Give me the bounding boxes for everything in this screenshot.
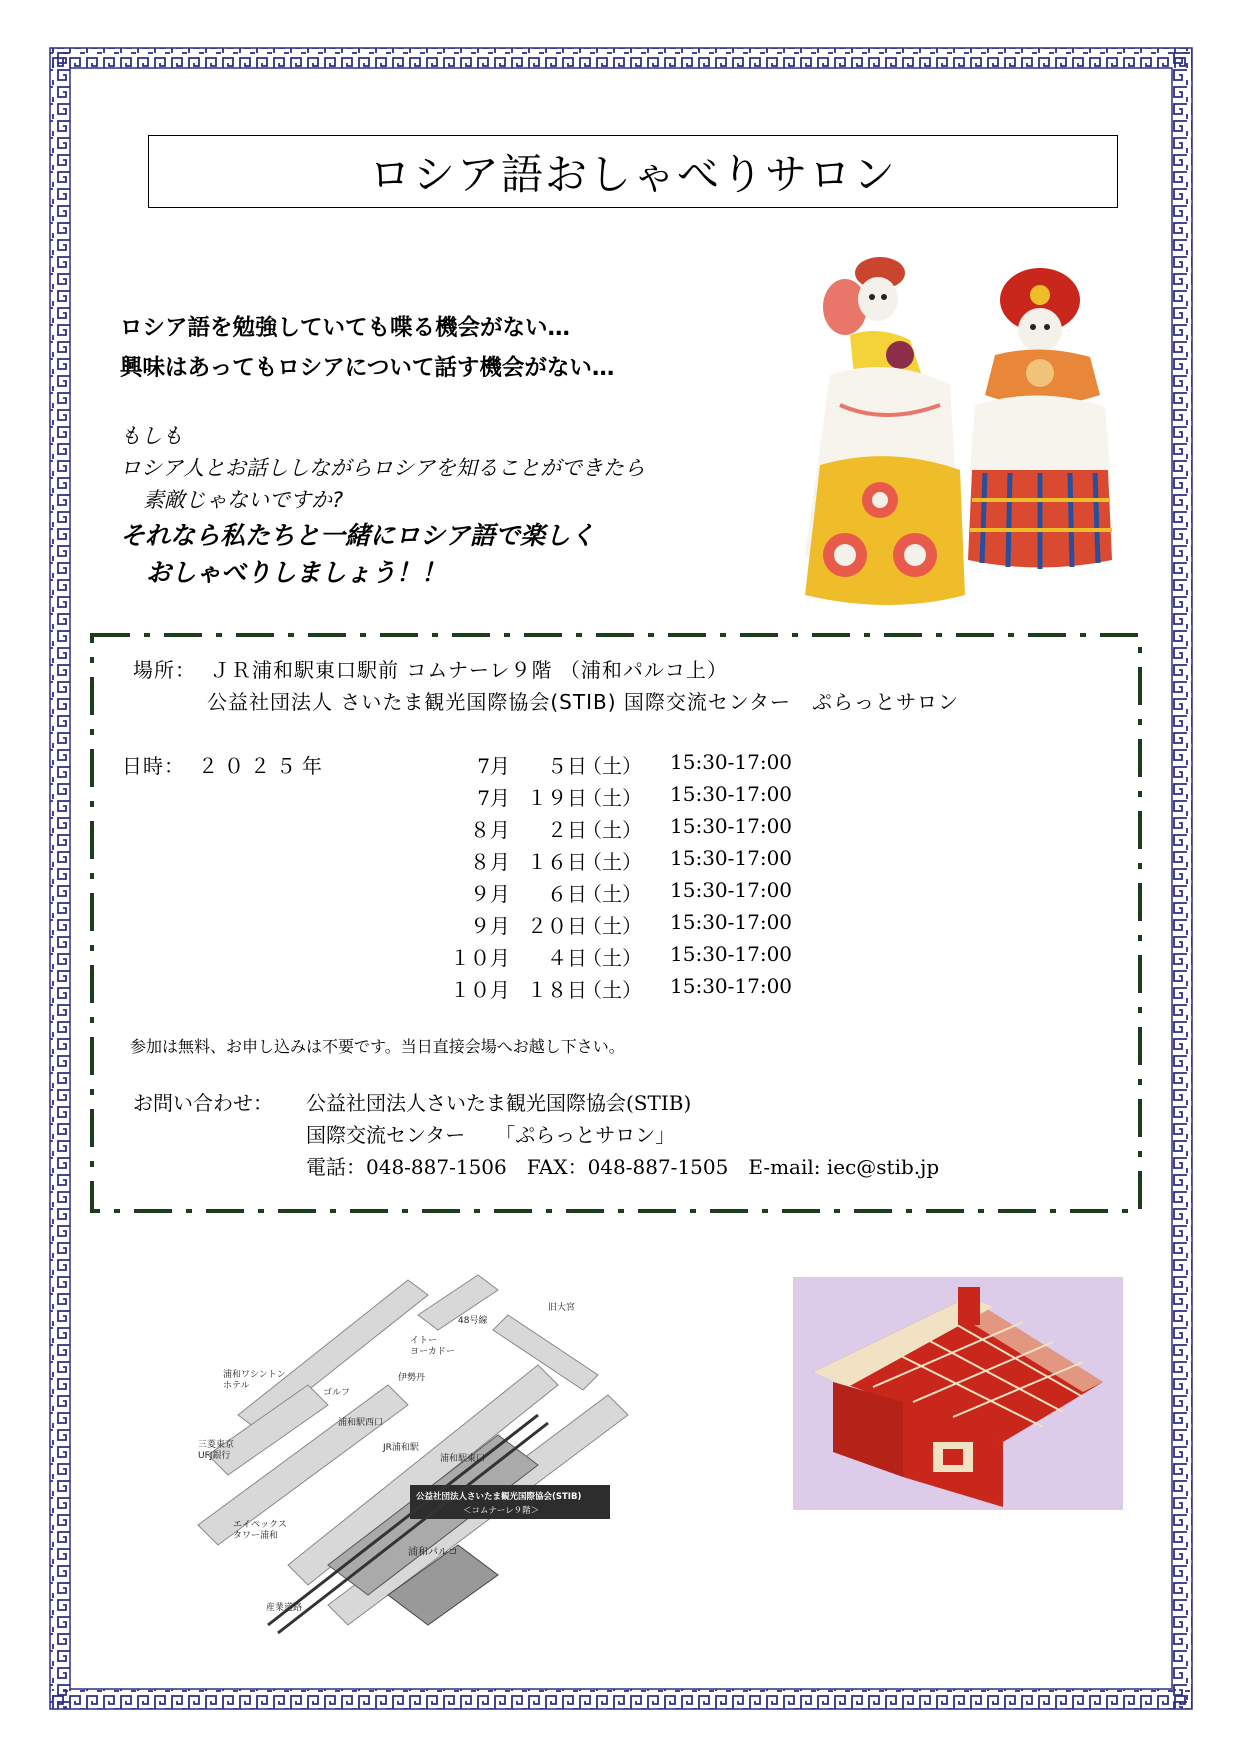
schedule-time: 15:30-17:00 [670, 846, 793, 870]
map-label-ito-yokado: イトーヨーカドー [410, 1336, 455, 1357]
access-map [178, 1265, 658, 1663]
schedule-weekday: （土） [582, 882, 642, 906]
contact-center: 国際交流センター 「ぷらっとサロン」 [306, 1123, 676, 1147]
map-label-route: 産業道路 [266, 1603, 303, 1613]
intro-line-1: ロシア語を勉強していても喋る機会がない… [120, 315, 571, 341]
map-label-taisho: 旧大宮 [548, 1303, 576, 1313]
venue-label: 場所： [133, 658, 196, 682]
map-label-isetan: 伊勢丹 [398, 1373, 426, 1383]
map-label-washington: 浦和ワシントンホテル [223, 1370, 286, 1391]
schedule-day: １６日 [527, 850, 587, 874]
schedule-day: ５日 [547, 754, 587, 778]
doll-right [968, 268, 1112, 569]
schedule-row [385, 878, 805, 908]
dymkovo-dolls-image [800, 255, 1118, 617]
schedule-time: 15:30-17:00 [670, 974, 793, 998]
schedule-weekday: （土） [582, 914, 642, 938]
schedule-weekday: （土） [582, 850, 642, 874]
schedule-month: ９月 [470, 914, 510, 938]
map-label-jr-line: JR浦和駅 [383, 1443, 419, 1453]
schedule-weekday: （土） [582, 818, 642, 842]
schedule-label: 日時： [122, 754, 185, 778]
map-label-east-exit: 浦和駅東口 [440, 1454, 486, 1464]
schedule-row [385, 942, 805, 972]
schedule-day: ６日 [547, 882, 587, 906]
intro-line-2: 興味はあってもロシアについて話す機会がない… [120, 355, 615, 381]
message-line-3: 素敵じゃないですか? [143, 488, 344, 512]
schedule-time: 15:30-17:00 [670, 814, 793, 838]
schedule-day: ２日 [547, 818, 587, 842]
schedule-month: 7月 [477, 786, 510, 810]
schedule-weekday: （土） [582, 978, 642, 1002]
map-label-48: 48号線 [458, 1316, 488, 1326]
map-label-parco: 浦和パルコ [408, 1547, 458, 1558]
schedule-time: 15:30-17:00 [670, 878, 793, 902]
schedule-year: ２０２５年 [198, 754, 328, 778]
schedule-row [385, 974, 805, 1004]
map-label-stib-1: 公益社団法人さいたま観光国際協会(STIB) [416, 1492, 582, 1502]
schedule-month: １０月 [450, 946, 510, 970]
schedule-row [385, 814, 805, 844]
schedule-day: １８日 [527, 978, 587, 1002]
map-label-golf: ゴルフ [323, 1388, 351, 1398]
message-line-4: それなら私たちと一緒にロシア語で楽しく [120, 521, 596, 550]
page-title: ロシア語おしゃべりサロン [148, 135, 1118, 208]
schedule-month: ９月 [470, 882, 510, 906]
schedule-row [385, 782, 805, 812]
schedule-day: ２０日 [527, 914, 587, 938]
message-line-5: おしゃべりしましょう！！ [146, 558, 447, 587]
map-label-mitsubishi: 三菱東京 UFJ銀行 [198, 1440, 235, 1461]
schedule-row [385, 846, 805, 876]
russian-wooden-house-image [793, 1277, 1123, 1510]
note-text: 参加は無料、お申し込みは不要です。当日直接会場へお越し下さい。 [130, 1037, 625, 1056]
contact-phone-email: 電話：048-887-1506 FAX：048-887-1505 E-mail: iec@stib.jp [306, 1155, 940, 1179]
schedule-weekday: （土） [582, 786, 642, 810]
map-label-west-exit: 浦和駅西口 [338, 1418, 384, 1428]
schedule-day: １９日 [527, 786, 587, 810]
schedule-month: ８月 [470, 818, 510, 842]
schedule-row [385, 910, 805, 940]
contact-label: お問い合わせ： [133, 1091, 273, 1115]
contact-org: 公益社団法人さいたま観光国際協会(STIB) [306, 1091, 692, 1115]
message-line-1: もしも [120, 424, 183, 448]
doll-left [805, 257, 965, 605]
schedule-month: １０月 [450, 978, 510, 1002]
schedule-time: 15:30-17:00 [670, 750, 793, 774]
message-line-2: ロシア人とお話ししながらロシアを知ることができたら [120, 456, 645, 480]
schedule-month: 7月 [477, 754, 510, 778]
schedule-weekday: （土） [582, 946, 642, 970]
map-label-aipex: エイペックスタワー浦和 [233, 1520, 287, 1541]
schedule-time: 15:30-17:00 [670, 782, 793, 806]
schedule-month: ８月 [470, 850, 510, 874]
schedule-weekday: （土） [582, 754, 642, 778]
schedule-row [385, 750, 805, 780]
schedule-time: 15:30-17:00 [670, 910, 793, 934]
schedule-time: 15:30-17:00 [670, 942, 793, 966]
venue-line-1: ＪＲ浦和駅東口駅前 コムナーレ９階 （浦和パルコ上） [210, 658, 728, 682]
schedule-day: ４日 [547, 946, 587, 970]
venue-line-2: 公益社団法人 さいたま観光国際協会(STIB) 国際交流センター ぷらっとサロン [207, 690, 960, 714]
map-label-stib-2: ＜コムナーレ９階＞ [463, 1506, 540, 1516]
